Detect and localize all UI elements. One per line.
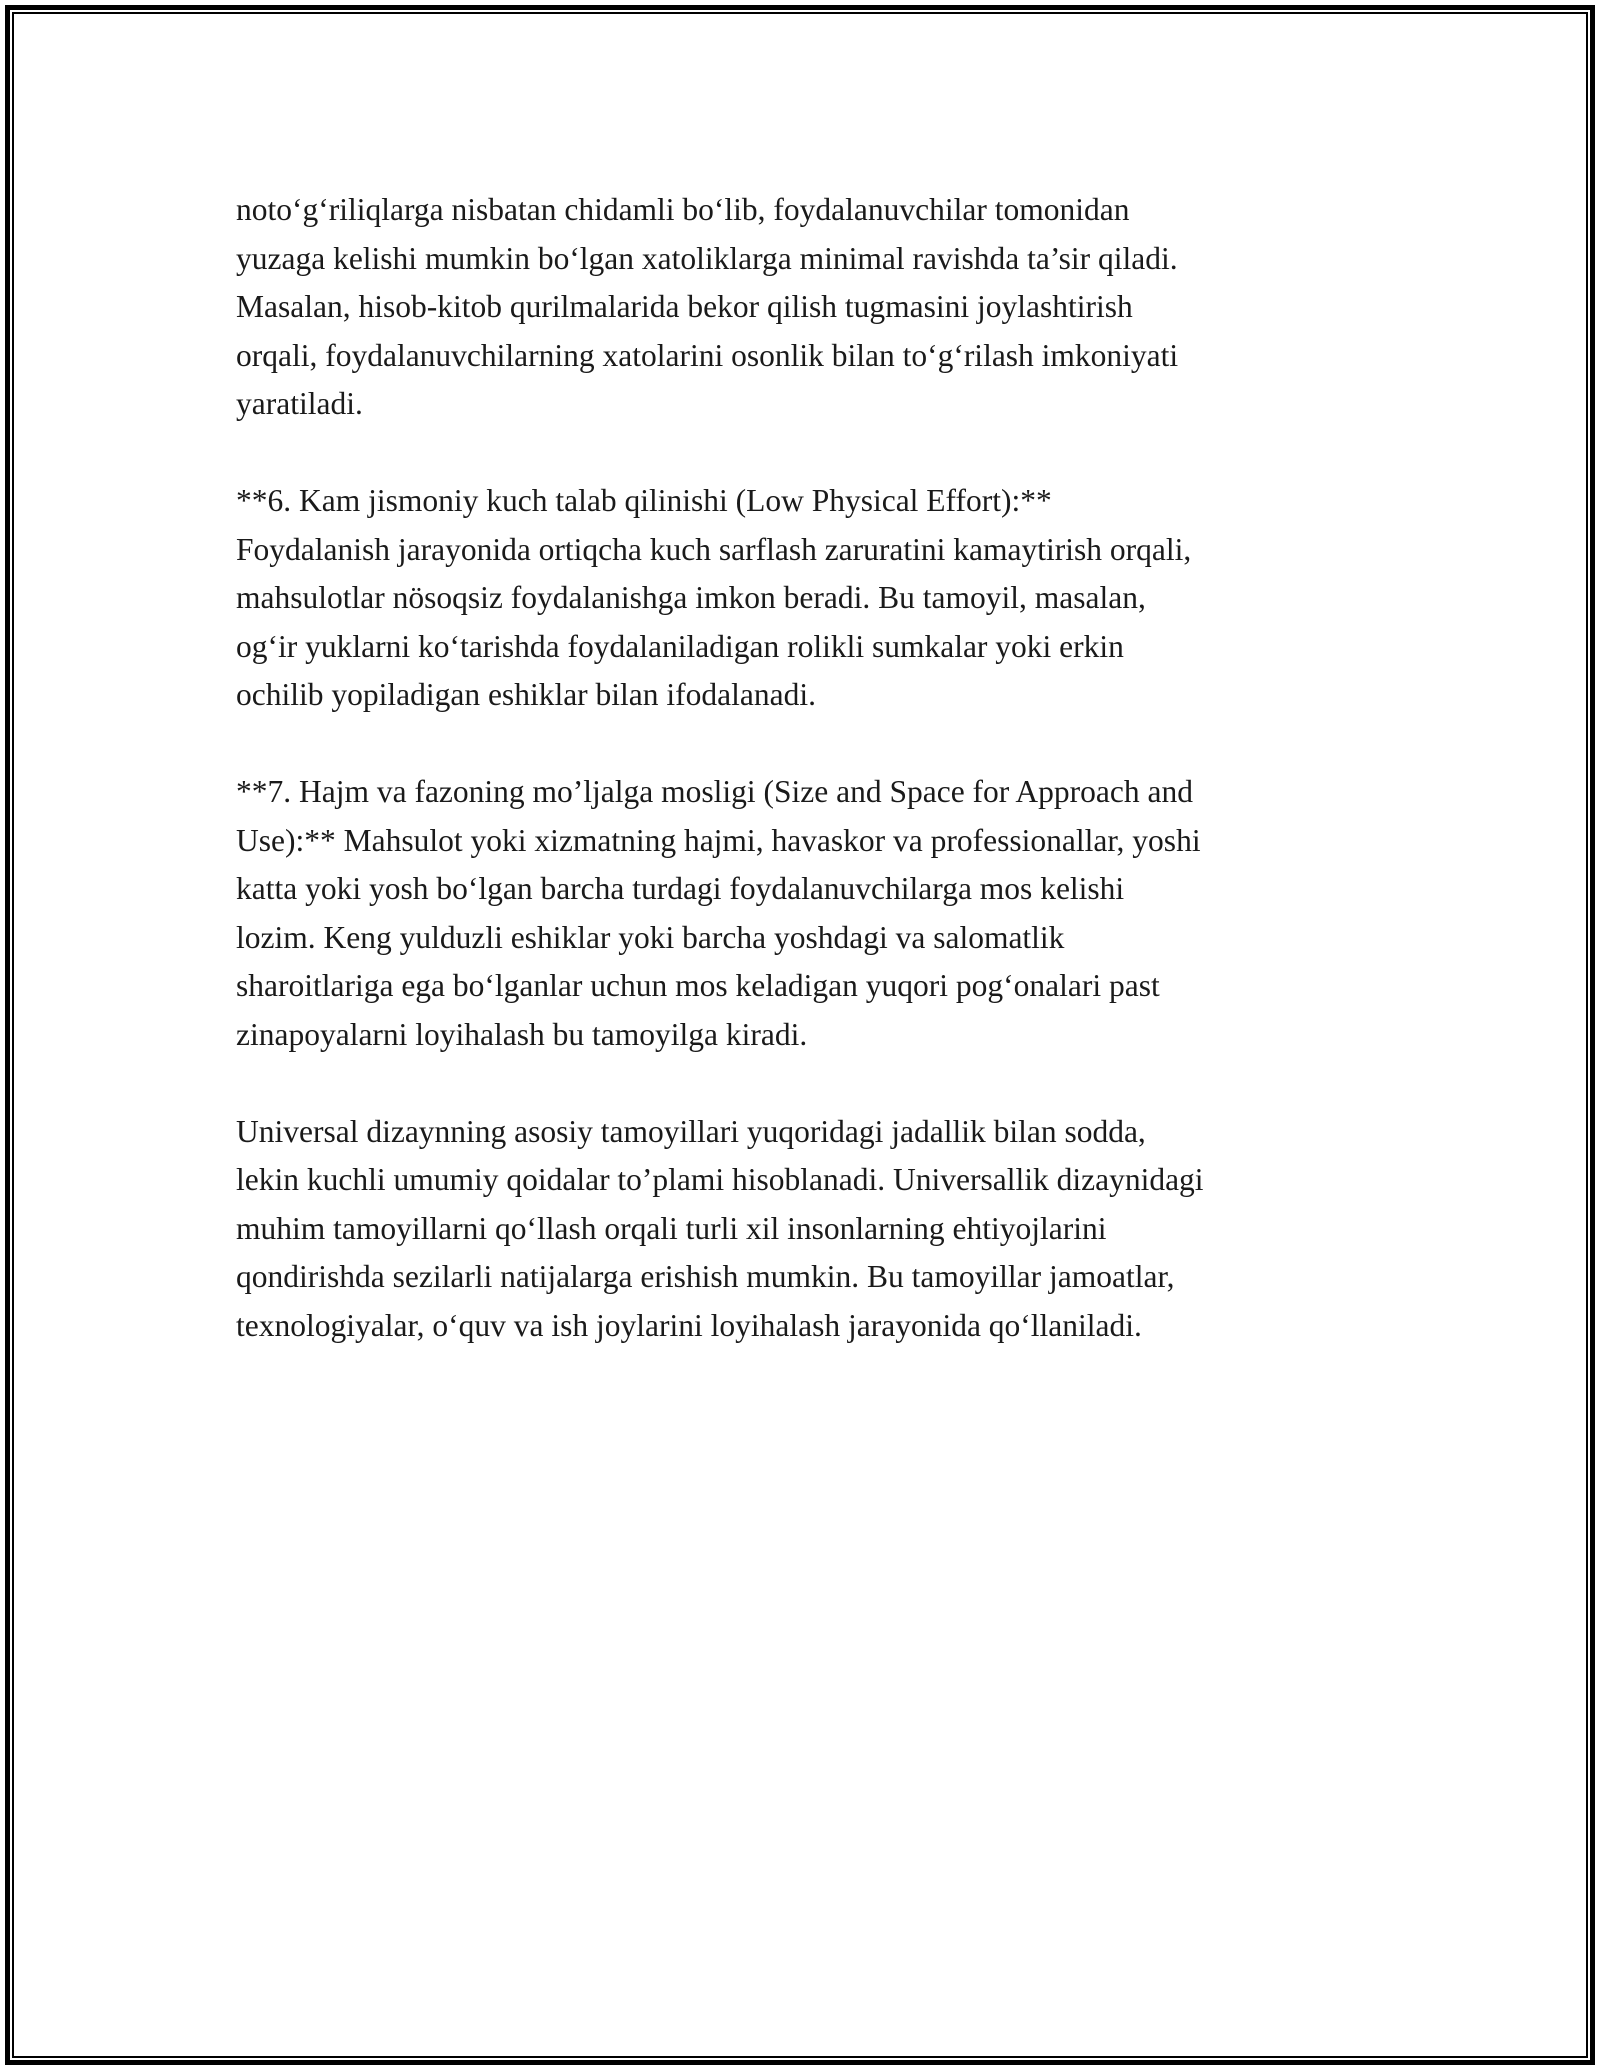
text-line: mahsulotlar nösoqsiz foydalanishga imkon beradi. Bu tamoyil, masalan, — [236, 580, 1146, 615]
text-line: lekin kuchli umumiy qoidalar to’plami hisoblanadi. Universallik dizaynidagi — [236, 1162, 1204, 1197]
text-line: ochilib yopiladigan eshiklar bilan ifodalanadi. — [236, 677, 816, 712]
paragraph-conclusion — [236, 1108, 1376, 1351]
paragraph-error-tolerance-continued — [236, 186, 1376, 429]
text-line: orqali, foydalanuvchilarning xatolarini osonlik bilan to‘g‘rilash imkoniyati — [236, 337, 1179, 373]
text-line: Masalan, hisob-kitob qurilmalarida bekor qilish tugmasini joylashtirish — [236, 289, 1133, 324]
text-line: katta yoki yosh bo‘lgan barcha turdagi foydalanuvchilarga mos kelishi — [236, 871, 1125, 906]
text-line: og‘ir yuklarni ko‘tarishda foydalaniladigan rolikli sumkalar yoki erkin — [236, 628, 1124, 664]
text-line: lozim. Keng yulduzli eshiklar yoki barcha yoshdagi va salomatlik — [236, 919, 1065, 955]
paragraph-low-physical-effort — [236, 477, 1376, 720]
text-line: qondirishda sezilarli natijalarga erishish mumkin. Bu tamoyillar jamoatlar, — [236, 1259, 1175, 1294]
text-line: Universal dizaynning asosiy tamoyillari yuqoridagi jadallik bilan sodda, — [236, 1113, 1146, 1149]
text-line: sharoitlariga ega bo‘lganlar uchun mos keladigan yuqori pog‘onalari past — [236, 968, 1160, 1003]
text-line: **6. Kam jismoniy kuch talab qilinishi (Low Physical Effort):** — [236, 483, 1052, 518]
text-line: **7. Hajm va fazoning mo’ljalga mosligi (Size and Space for Approach and — [236, 774, 1193, 809]
text-line: yuzaga kelishi mumkin bo‘lgan xatoliklarga minimal ravishda ta’sir qiladi. — [236, 240, 1178, 276]
text-line: zinapoyalarni loyihalash bu tamoyilga kiradi. — [236, 1016, 808, 1052]
document-body — [236, 186, 1376, 1399]
text-line: Use):** Mahsulot yoki xizmatning hajmi, havaskor va professionallar, yoshi — [236, 822, 1201, 858]
text-line: muhim tamoyillarni qo‘llash orqali turli xil insonlarning ehtiyojlarini — [236, 1210, 1107, 1246]
paragraph-size-and-space — [236, 768, 1376, 1059]
text-line: texnologiyalar, o‘quv va ish joylarini loyihalash jarayonida qo‘llaniladi. — [236, 1307, 1142, 1343]
text-line: noto‘g‘riliqlarga nisbatan chidamli bo‘lib, foydalanuvchilar tomonidan — [236, 192, 1130, 227]
text-line: yaratiladi. — [236, 386, 363, 421]
text-line: Foydalanish jarayonida ortiqcha kuch sarflash zaruratini kamaytirish orqali, — [236, 531, 1192, 567]
